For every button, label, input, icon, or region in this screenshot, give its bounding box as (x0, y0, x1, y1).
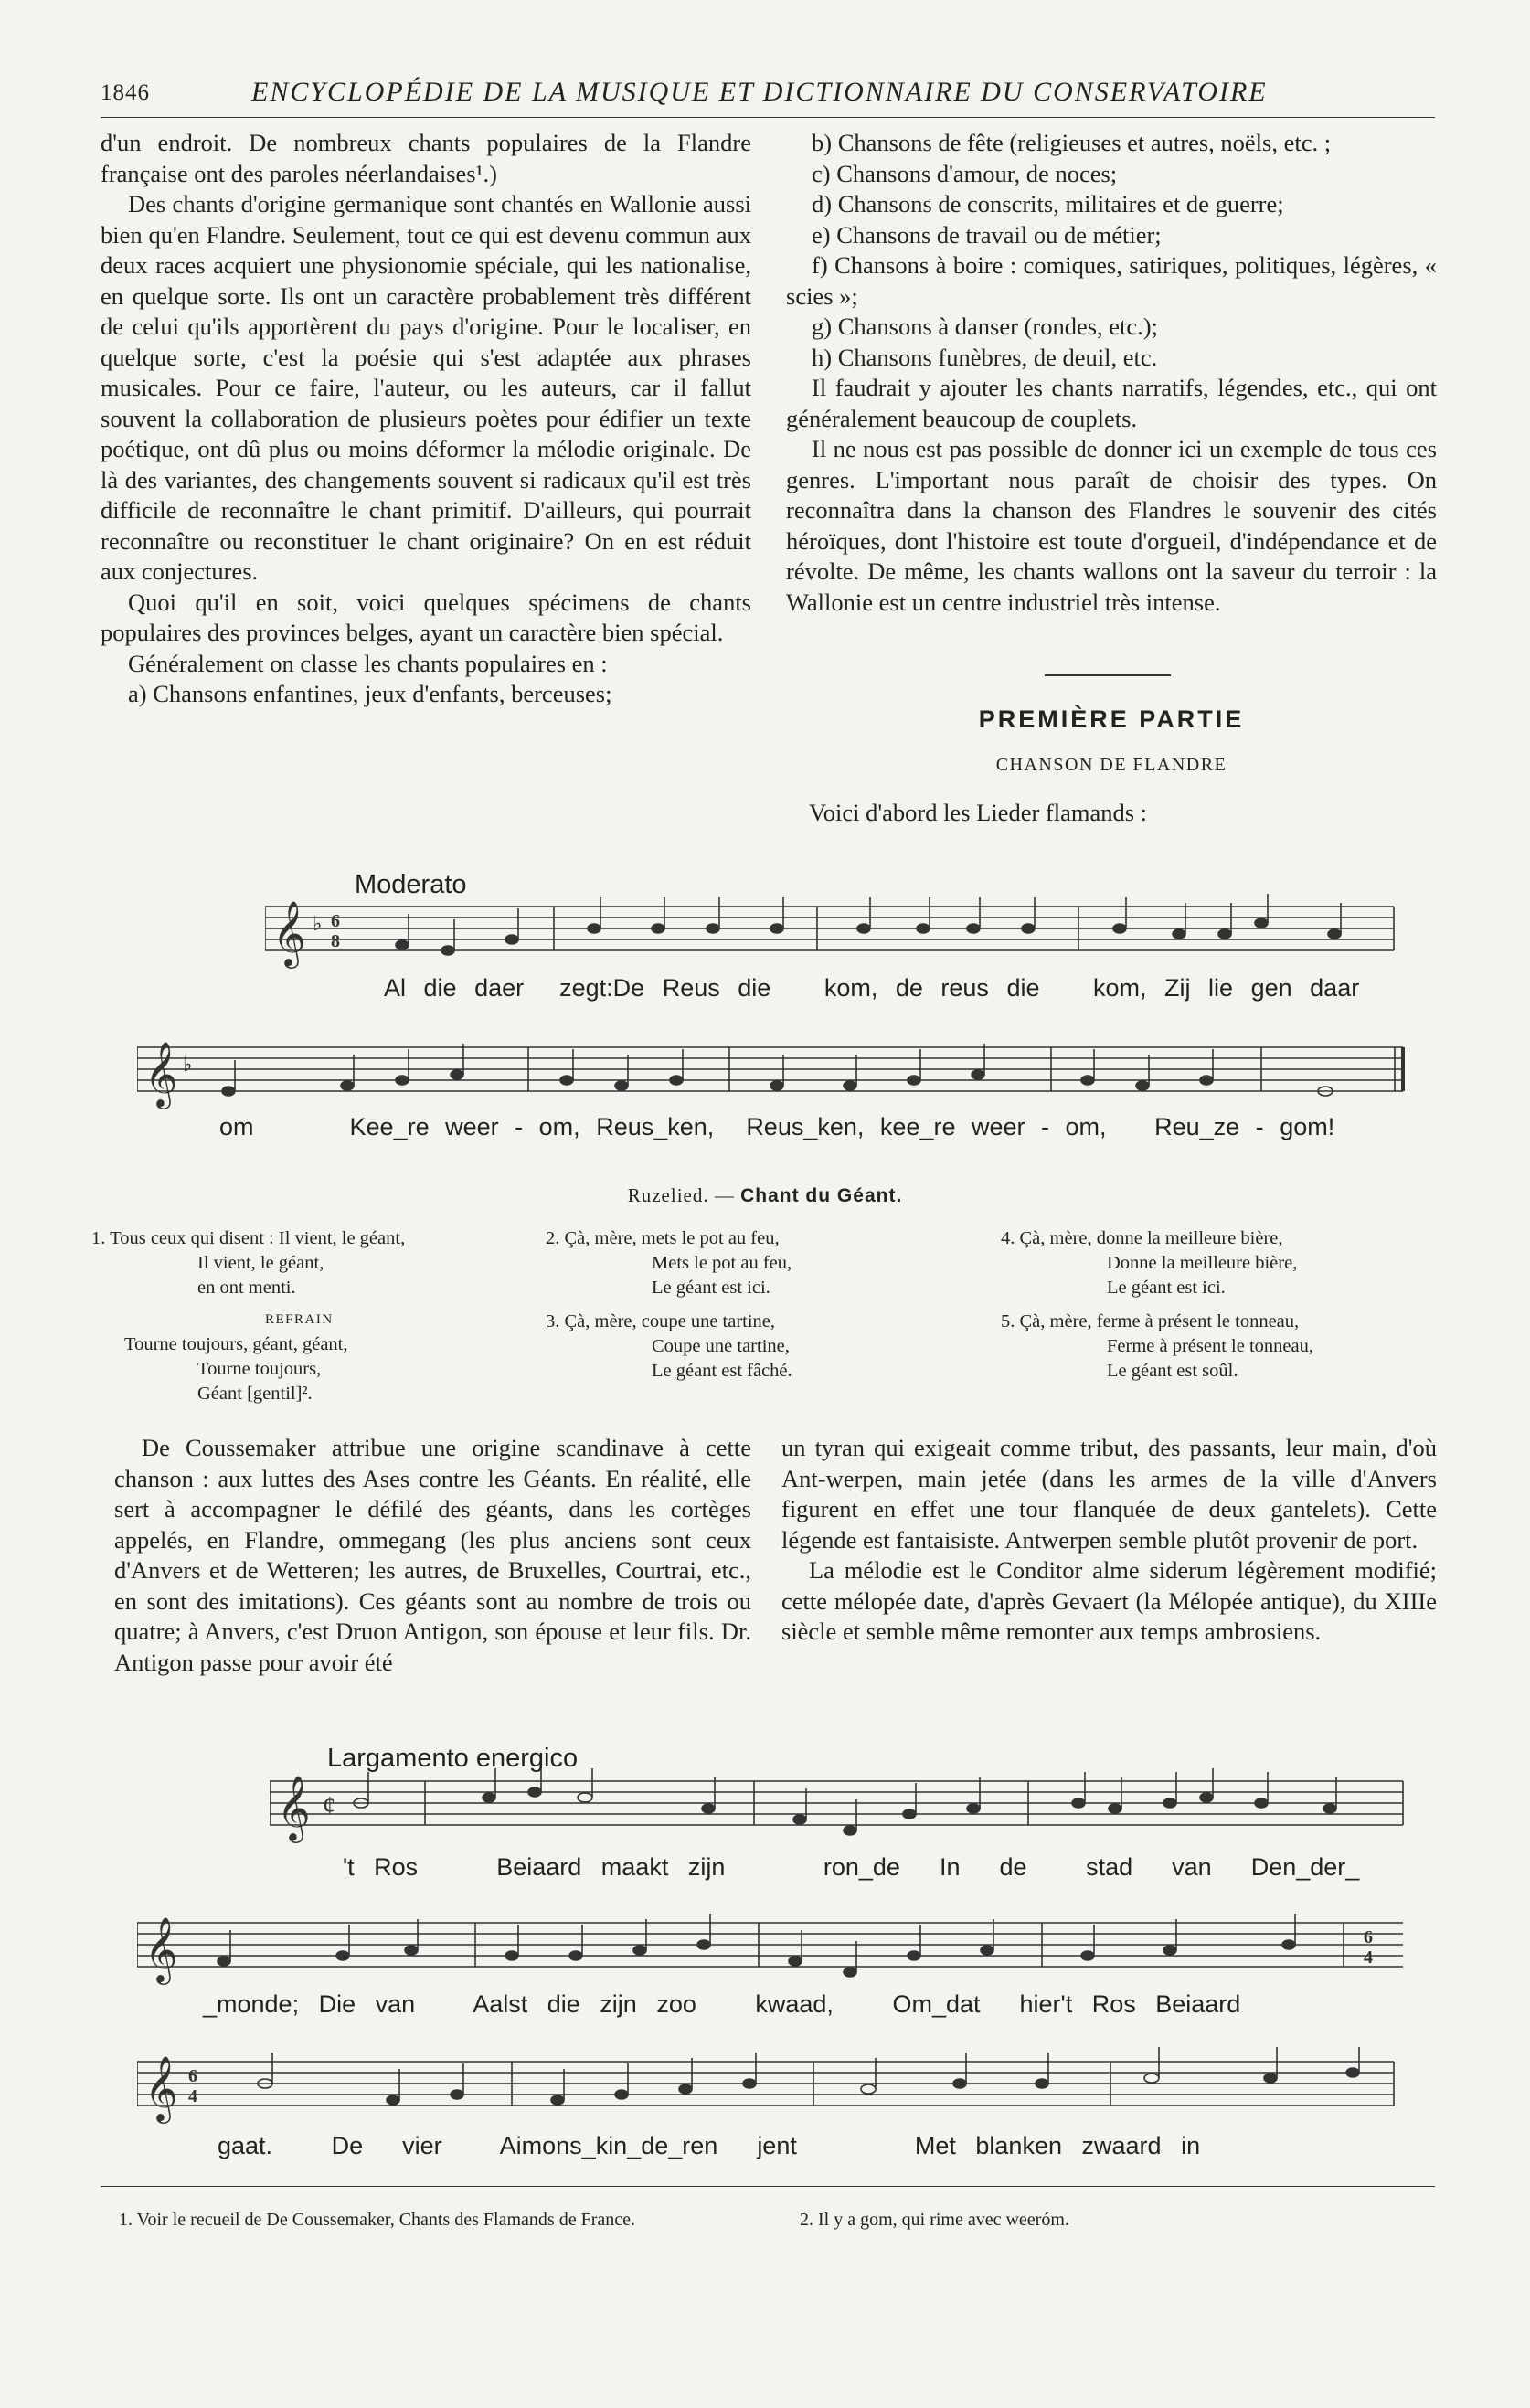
lyric-syllable: reus (940, 974, 989, 1002)
svg-text:6: 6 (1364, 1927, 1373, 1947)
lyric-syllable: - om, (1041, 1113, 1107, 1140)
svg-text:𝄞: 𝄞 (144, 1915, 178, 1982)
verse-line: 2. Çà, mère, mets le pot au feu, (546, 1228, 780, 1248)
paragraph: Généralement on classe les chants populaires en : (128, 649, 608, 677)
list-item: d) Chansons de conscrits, militaires et de guerre; (812, 190, 1284, 217)
lyric-syllable: ron_de (823, 1853, 900, 1881)
lyric-syllable: 't Ros (343, 1853, 419, 1881)
lyric-syllable: Reus_ken, (596, 1113, 715, 1140)
lyric-syllable: Aalst (473, 1990, 528, 2018)
lyric-syllable: vier (402, 2132, 442, 2159)
verse-line: en ont menti. (197, 1278, 296, 1298)
lyric-syllable: kee_re (879, 1113, 956, 1140)
lyric-syllable: Reu_ze (1154, 1113, 1240, 1140)
paragraph: Quoi qu'il en soit, voici quelques spécimens de chants populaires des provinces belges, ayant un caractère bien spécial. (101, 588, 751, 646)
paragraph: La mélodie est le Conditor alme siderum légèrement modifié; cette mélopée date, d'après Gevaert (la Mélopée antique), du XIIIe siècle et semble même remonter aux temps ambrosiens. (781, 1556, 1437, 1645)
lyric-syllable: kom, (1093, 974, 1147, 1002)
svg-text:♭: ♭ (183, 1054, 193, 1077)
lyric-syllable: blanken (975, 2132, 1062, 2159)
verse-line: Le géant est ici. (652, 1278, 770, 1298)
lyric-syllable: In (939, 1853, 961, 1881)
svg-text:8: 8 (331, 931, 340, 951)
verse-line: 4. Çà, mère, donne la meilleure bière, (1001, 1228, 1283, 1248)
lyric-syllable: in (1181, 2132, 1201, 2159)
svg-text:6: 6 (188, 2066, 197, 2086)
lyric-syllable: - (1255, 1113, 1264, 1140)
column-right (786, 128, 1437, 618)
music-staff-3 (270, 1768, 1408, 1851)
lyric-syllable: _monde; (203, 1990, 300, 2018)
page-number: 1846 (101, 80, 150, 105)
lyric-syllable: lie (1208, 974, 1234, 1002)
lyric-syllable: zwaard (1081, 2132, 1162, 2159)
lyric-syllable: de (999, 1853, 1027, 1881)
list-item: h) Chansons funèbres, de deuil, etc. (812, 343, 1158, 371)
svg-text:¢: ¢ (323, 1792, 335, 1820)
lyric-syllable: Kee_re (349, 1113, 430, 1140)
verse-line: Il vient, le géant, (197, 1253, 324, 1273)
paragraph: De Coussemaker attribue une origine scandinave à cette chanson : aux luttes des Ases contre les Géants. En réalité, elle sert à accompagner le défilé des géants, dans les cortèges appelés, en Flandre, ommegang (les plus anciens sont ceux d'Anvers et de Wetteren; les autres, de Bruxelles, Courtrai, etc., en sont des imitations). Ces géants sont au nombre de trois ou quatre; à Anvers, c'est Druon Antigon, son épouse et leur fils. Dr. Antigon passe pour avoir été (114, 1434, 751, 1676)
section-subtitle: CHANSON DE FLANDRE (995, 755, 1227, 775)
lyric-syllable: Die (318, 1990, 356, 2018)
verse-line: Tourne toujours, géant, géant, (124, 1334, 348, 1354)
verse-5 (1001, 1310, 1313, 1384)
lyric-syllable: van (375, 1990, 416, 2018)
lyric-syllable: de (895, 974, 923, 1002)
lyric-syllable: die (547, 1990, 580, 2018)
lyric-syllable: Beiaard (1155, 1990, 1241, 2018)
list-item: b) Chansons de fête (religieuses et autres, noëls, etc. ; (812, 129, 1332, 156)
lyric-syllable: om (219, 1113, 254, 1140)
footnote-1: 1. Voir le recueil de De Coussemaker, Chants des Flamands de France. (119, 2210, 635, 2230)
footnote-2: 2. Il y a gom, qui rime avec weeróm. (800, 2210, 1069, 2230)
lyric-syllable: Met (914, 2132, 956, 2159)
song-title: Ruzelied. — Chant du Géant. (627, 1184, 903, 1206)
svg-text:𝄞: 𝄞 (144, 2054, 178, 2121)
list-item: f) Chansons à boire : comiques, satiriques, politiques, légères, « scies »; (786, 251, 1437, 310)
lyric-syllable: weer (972, 1113, 1025, 1140)
music-staff-4 (137, 1908, 1408, 1990)
lyrics-line (203, 1990, 1240, 2019)
lyrics-line (384, 974, 1359, 1002)
column-left-2 (114, 1433, 751, 1678)
verse-line: Tourne toujours, (197, 1359, 322, 1379)
lyric-syllable: kwaad, (755, 1990, 834, 2018)
lyric-syllable: maakt (600, 1853, 669, 1881)
svg-text:♭: ♭ (313, 913, 323, 936)
column-left (101, 128, 751, 710)
lyric-syllable: Ros (1091, 1990, 1136, 2018)
lyric-syllable: Reus (662, 974, 720, 1002)
tempo-marking: Moderato (355, 870, 467, 899)
lyric-syllable: Om_dat (892, 1990, 981, 2018)
list-item: c) Chansons d'amour, de noces; (812, 159, 1118, 187)
verse-line: Mets le pot au feu, (652, 1253, 792, 1273)
lyric-syllable: stad (1086, 1853, 1133, 1881)
section-divider (1045, 674, 1171, 676)
lyric-syllable: Reus_ken, (746, 1113, 865, 1140)
song-subtitle: Chant du Géant. (740, 1185, 903, 1206)
verse-line: Le géant est ici. (1107, 1278, 1226, 1298)
song-name: Ruzelied. (627, 1184, 709, 1206)
lyric-syllable: jent (757, 2132, 797, 2159)
refrain-label: REFRAIN (265, 1312, 334, 1327)
music-staff-5 (137, 2047, 1398, 2129)
lyric-syllable: zijn (600, 1990, 637, 2018)
paragraph: d'un endroit. De nombreux chants populaires de la Flandre française ont des paroles néerlandaises¹.) (101, 129, 751, 187)
tempo-marking: Largamento energico (327, 1744, 579, 1773)
lyric-syllable: van (1172, 1853, 1212, 1881)
paragraph: a) Chansons enfantines, jeux d'enfants, berceuses; (128, 680, 612, 707)
verse-line: 1. Tous ceux qui disent : Il vient, le géant, (91, 1228, 406, 1248)
lyric-syllable: die (738, 974, 771, 1002)
lyric-syllable: zegt:De (559, 974, 645, 1002)
music-staff-1 (265, 894, 1398, 976)
svg-text:𝄞: 𝄞 (144, 1040, 178, 1107)
lyric-syllable: gom! (1280, 1113, 1335, 1140)
paragraph: Il ne nous est pas possible de donner ici un exemple de tous ces genres. L'important nous paraît de choisir des types. On reconnaîtra dans la chanson des Flandres le souvenir des cités héroïques, dont l'histoire est toute d'orgueil, d'indépendance et de révolte. De même, les chants wallons ont la saveur du terroir : la Wallonie est un centre industriel très intense. (786, 435, 1437, 616)
lyric-syllable: Aimons_kin_de_ren (499, 2132, 718, 2159)
svg-text:𝄞: 𝄞 (277, 1774, 311, 1840)
verse-3 (546, 1310, 792, 1384)
svg-text:𝄞: 𝄞 (272, 899, 306, 966)
list-item: g) Chansons à danser (rondes, etc.); (812, 313, 1158, 340)
footnote-rule (101, 2186, 1435, 2187)
svg-text:4: 4 (1364, 1947, 1373, 1968)
verse-4 (1001, 1226, 1297, 1300)
verse-1 (91, 1226, 405, 1406)
music-staff-2 (137, 1033, 1408, 1115)
verse-line: Le géant est soûl. (1107, 1361, 1238, 1381)
lyric-syllable: kom, (823, 974, 878, 1002)
lyric-syllable: - om, (515, 1113, 580, 1140)
list-item: e) Chansons de travail ou de métier; (812, 220, 1162, 249)
verse-2 (546, 1226, 792, 1300)
section-title: PREMIÈRE PARTIE (978, 705, 1245, 733)
lyric-syllable: zoo (656, 1990, 696, 2018)
svg-text:4: 4 (188, 2086, 197, 2106)
lyrics-line (218, 2132, 1200, 2160)
section-intro: Voici d'abord les Lieder flamands : (809, 799, 1148, 826)
lyric-syllable: Den_der_ (1250, 1853, 1360, 1881)
lyrics-line (219, 1113, 1334, 1141)
lyric-syllable: weer (445, 1113, 499, 1140)
paragraph: Des chants d'origine germanique sont chantés en Wallonie aussi bien qu'en Flandre. Seulement, tout ce qui est devenu commun aux deux races acquiert une physionomie spéciale, qui les nationalise, en quelque sorte. Ils ont un caractère probablement très différent de celui qu'ils apportèrent du pays d'origine. Pour le localiser, en quelque sorte, c'est la poésie qui s'est adaptée aux phrases musicales. Pour ce faire, l'auteur, ou les auteurs, car il fallut souvent la collaboration de plusieurs poètes pour édifier un texte poétique, ont dû plus ou moins déformer la mélodie originale. De là des variantes, des changements souvent si radicaux qu'il est très difficile de reconnaître le chant primitif. D'ailleurs, qui pourrait reconnaître ou reconstituer le chant originaire? On en est réduit aux conjectures. (101, 190, 751, 585)
paragraph: un tyran qui exigeait comme tribut, des passants, leur main, d'où Ant-werpen, main jetée (dans les armes de la ville d'Anvers figurent en effet une tour flanquée de deux gantelets). Cette légende est fantaisiste. Antwerpen semble plutôt provenir de port. (781, 1434, 1437, 1554)
svg-text:6: 6 (331, 911, 340, 931)
lyric-syllable: De (331, 2132, 364, 2159)
lyrics-line (343, 1853, 1359, 1882)
lyric-syllable: hier't (1019, 1990, 1073, 2018)
lyric-syllable: Beiaard (496, 1853, 582, 1881)
lyric-syllable: gaat. (218, 2132, 273, 2159)
verse-line: Coupe une tartine, (652, 1336, 790, 1356)
running-title: ENCYCLOPÉDIE DE LA MUSIQUE ET DICTIONNAIRE DU CONSERVATOIRE (251, 77, 1268, 107)
lyric-syllable: daer (474, 974, 525, 1002)
lyric-syllable: die (423, 974, 457, 1002)
paragraph: Il faudrait y ajouter les chants narratifs, légendes, etc., qui ont généralement beaucoup de couplets. (786, 374, 1437, 432)
verse-line: 5. Çà, mère, ferme à présent le tonneau, (1001, 1311, 1300, 1331)
verse-line: Le géant est fâché. (652, 1361, 792, 1381)
lyric-syllable: zijn (687, 1853, 726, 1881)
column-right-2 (781, 1433, 1437, 1648)
lyric-syllable: gen (1250, 974, 1292, 1002)
lyric-syllable: die (1006, 974, 1040, 1002)
verse-line: Géant [gentil]². (197, 1384, 313, 1404)
verse-line: 3. Çà, mère, coupe une tartine, (546, 1311, 776, 1331)
verse-line: Ferme à présent le tonneau, (1107, 1336, 1313, 1356)
lyric-syllable: daar (1310, 974, 1360, 1002)
verse-line: Donne la meilleure bière, (1107, 1253, 1298, 1273)
header-rule (101, 117, 1435, 118)
lyric-syllable: Al (384, 974, 407, 1002)
lyric-syllable: Zij (1164, 974, 1191, 1002)
